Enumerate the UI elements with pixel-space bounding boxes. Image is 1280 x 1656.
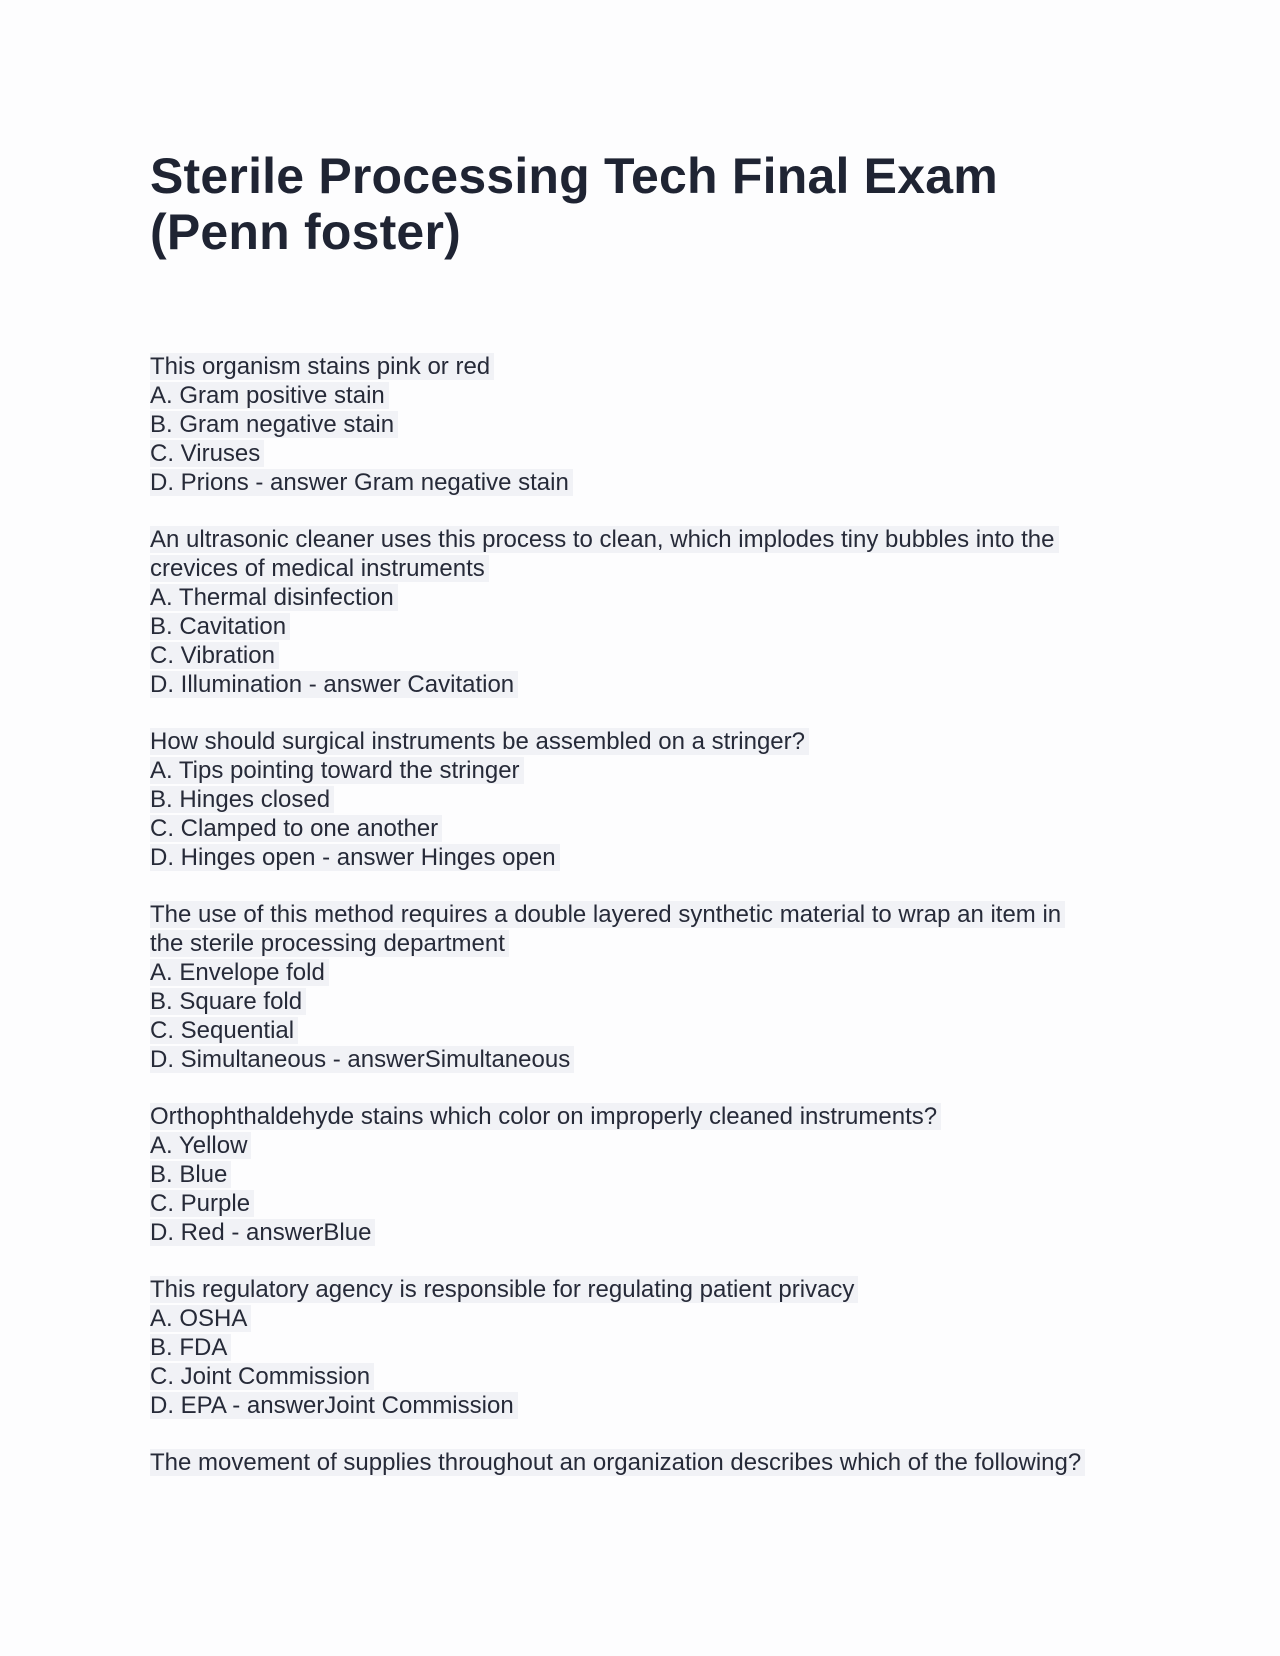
answer-option <box>150 756 1140 785</box>
answer-option-text: D. EPA - answerJoint Commission <box>150 1392 518 1419</box>
answer-option <box>150 1045 1140 1074</box>
answer-option-text: C. Viruses <box>150 440 264 467</box>
question-block <box>150 352 1140 497</box>
answer-option-text: B. Square fold <box>150 988 306 1015</box>
question-block <box>150 1102 1140 1247</box>
answer-option-text: D. Simultaneous - answerSimultaneous <box>150 1046 574 1073</box>
answer-option <box>150 1304 1140 1333</box>
answer-option-text: B. Blue <box>150 1161 231 1188</box>
answer-option <box>150 843 1140 872</box>
answer-option-text: A. Thermal disinfection <box>150 584 398 611</box>
question-text-line: This regulatory agency is responsible for regulating patient privacy <box>150 1276 858 1303</box>
answer-option <box>150 958 1140 987</box>
answer-option-text: C. Vibration <box>150 642 279 669</box>
answer-option-text: A. Yellow <box>150 1132 251 1159</box>
answer-option <box>150 583 1140 612</box>
answer-option <box>150 1189 1140 1218</box>
title-line-2: (Penn foster) <box>150 204 461 260</box>
title-line-1: Sterile Processing Tech Final Exam <box>150 148 998 204</box>
answer-option <box>150 785 1140 814</box>
answer-option <box>150 987 1140 1016</box>
answer-option-text: B. Hinges closed <box>150 786 334 813</box>
answer-option-text: B. FDA <box>150 1334 231 1361</box>
answer-option <box>150 814 1140 843</box>
question-text-line: How should surgical instruments be assembled on a stringer? <box>150 728 809 755</box>
answer-option-text: D. Prions - answer Gram negative stain <box>150 469 573 496</box>
question-block <box>150 900 1140 1074</box>
answer-option-text: D. Hinges open - answer Hinges open <box>150 844 560 871</box>
answer-option <box>150 1131 1140 1160</box>
answer-option-text: B. Gram negative stain <box>150 411 398 438</box>
answer-option <box>150 612 1140 641</box>
question-text-line: This organism stains pink or red <box>150 353 494 380</box>
question-text-line: Orthophthaldehyde stains which color on improperly cleaned instruments? <box>150 1103 941 1130</box>
answer-option <box>150 1362 1140 1391</box>
answer-option <box>150 1160 1140 1189</box>
answer-option <box>150 670 1140 699</box>
question-text <box>150 1275 1140 1304</box>
question-text <box>150 1102 1140 1131</box>
answer-option-text: A. Gram positive stain <box>150 382 389 409</box>
answer-option-text: D. Illumination - answer Cavitation <box>150 671 518 698</box>
question-text-line: The use of this method requires a double layered synthetic material to wrap an item in <box>150 901 1065 928</box>
question-text <box>150 727 1140 756</box>
question-text <box>150 554 1140 583</box>
answer-option <box>150 1391 1140 1420</box>
answer-option <box>150 1218 1140 1247</box>
answer-option-text: C. Joint Commission <box>150 1363 374 1390</box>
question-text-line: The movement of supplies throughout an organization describes which of the following? <box>150 1449 1085 1476</box>
question-text-line: crevices of medical instruments <box>150 555 489 582</box>
question-block <box>150 525 1140 699</box>
question-block <box>150 727 1140 872</box>
answer-option-text: C. Clamped to one another <box>150 815 442 842</box>
answer-option-text: C. Purple <box>150 1190 254 1217</box>
answer-option-text: A. Tips pointing toward the stringer <box>150 757 524 784</box>
question-block <box>150 1448 1140 1477</box>
answer-option <box>150 1333 1140 1362</box>
answer-option-text: B. Cavitation <box>150 613 290 640</box>
question-text <box>150 929 1140 958</box>
answer-option-text: C. Sequential <box>150 1017 298 1044</box>
question-text <box>150 352 1140 381</box>
answer-option-text: A. Envelope fold <box>150 959 329 986</box>
answer-option <box>150 410 1140 439</box>
answer-option-text: D. Red - answerBlue <box>150 1219 375 1246</box>
answer-option-text: A. OSHA <box>150 1305 251 1332</box>
question-text-line: An ultrasonic cleaner uses this process to clean, which implodes tiny bubbles into the <box>150 526 1059 553</box>
question-text <box>150 1448 1140 1477</box>
question-list <box>150 352 1140 1477</box>
question-block <box>150 1275 1140 1420</box>
answer-option <box>150 381 1140 410</box>
answer-option <box>150 1016 1140 1045</box>
answer-option <box>150 641 1140 670</box>
answer-option <box>150 439 1140 468</box>
answer-option <box>150 468 1140 497</box>
question-text-line: the sterile processing department <box>150 930 509 957</box>
document-page <box>150 148 1140 1505</box>
question-text <box>150 900 1140 929</box>
page-title <box>150 148 1140 260</box>
question-text <box>150 525 1140 554</box>
